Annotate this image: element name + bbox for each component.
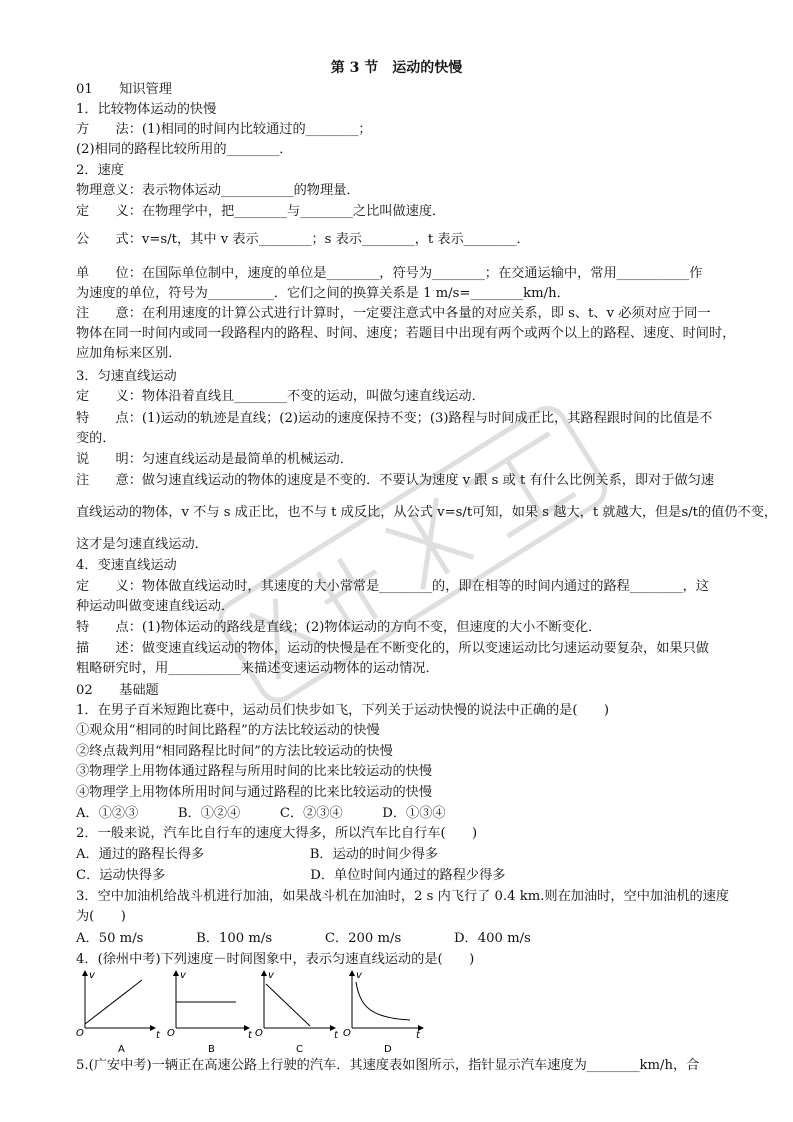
graph-b-xlabel: t [248, 1030, 252, 1041]
text-line: 3．空中加油机给战斗机进行加油，如果战斗机在加油时，2 s 内飞行了 0.4 km.则在加油时，空中加油机的速度 [76, 889, 730, 904]
graph-d-caption: D [384, 1044, 392, 1055]
text-line: 1．比较物体运动的快慢 [76, 102, 217, 117]
text-line: 为速度的单位，符号为__________．它们之间的换算关系是 1 m/s=________km/h． [76, 286, 570, 301]
text-line: 粗略研究时，用___________来描述变速运动物体的运动情况． [76, 661, 439, 676]
text-line: 1．在男子百米短跑比赛中，运动员们快步如飞，下列关于运动快慢的说法中正确的是( ) [76, 703, 609, 718]
text-line: ①观众用“相同的时间比路程”的方法比较运动的快慢 [76, 723, 380, 738]
text-line: 定 义：物体沿着直线且________不变的运动，叫做匀速直线运动． [76, 389, 485, 404]
page-title: 第 3 节 运动的快慢 [330, 60, 463, 76]
graph-a-xlabel: t [156, 1030, 160, 1041]
graph-b-ylabel: v [180, 970, 186, 981]
text-line: 为( ) [76, 909, 126, 924]
text-line: 4．变速直线运动 [76, 558, 177, 573]
text-line: 01 知识管理 [76, 82, 172, 97]
graph-d-ylabel: v [356, 970, 362, 981]
text-line: 方 法：(1)相同的时间内比较通过的________； [76, 122, 372, 137]
graph-c-xlabel: t [334, 1030, 338, 1041]
text-line: 变的． [76, 431, 116, 446]
text-line: A．①②③ B．①②④ C．②③④ D．①③④ [76, 806, 446, 821]
graph-c-ylabel: v [268, 970, 274, 981]
graph-a-caption: A [118, 1044, 125, 1055]
text-line: 公 式：v=s/t，其中 v 表示________；s 表示________，t 表示________． [76, 232, 530, 247]
text-line: 这才是匀速直线运动． [76, 537, 208, 552]
graph-c-caption: C [296, 1044, 303, 1055]
text-line: 定 义：在物理学中，把________与________之比叫做速度． [76, 204, 446, 219]
text-line: ②终点裁判用“相同路程比时间”的方法比较运动的快慢 [76, 744, 393, 759]
text-line: (2)相同的路程比较所用的________． [76, 142, 293, 157]
text-line: 说 明：匀速直线运动是最简单的机械运动． [76, 452, 353, 467]
text-line: 物理意义：表示物体运动___________的物理量． [76, 183, 360, 198]
text-line: 应加角标来区别． [76, 346, 182, 361]
graph-b-caption: B [208, 1044, 215, 1055]
text-line: ④物理学上用物体所用时间与通过路程的比来比较运动的快慢 [76, 785, 433, 800]
text-line: 种运动叫做变速直线运动． [76, 599, 235, 614]
text-line: 特 点：(1)运动的轨迹是直线；(2)运动的速度保持不变；(3)路程与时间成正比，其路程跟时间的比值是不 [76, 411, 713, 426]
graph-a-origin: O [76, 1028, 84, 1039]
graph-b-origin: O [167, 1028, 175, 1039]
graph-c-origin: O [255, 1028, 263, 1039]
text-line: 3．匀速直线运动 [76, 369, 177, 384]
graph-d-origin: O [343, 1028, 351, 1039]
text-line: 02 基础题 [76, 683, 159, 698]
text-line: C．运动快得多 D．单位时间内通过的路程少得多 [76, 868, 506, 883]
text-line: 5.(广安中考)一辆正在高速公路上行驶的汽车．其速度表如图所示，指针显示汽车速度为________km/h，合 [76, 1058, 700, 1073]
text-line: A．50 m/s B．100 m/s C．200 m/s D．400 m/s [76, 931, 531, 946]
text-line: 定 义：物体做直线运动时，其速度的大小常常是________的，即在相等的时间内通过的路程________，这 [76, 579, 709, 594]
graph-d-xlabel: t [416, 1030, 420, 1041]
text-line: 注 意：做匀速直线运动的物体的速度是不变的．不要认为速度 v 跟 s 或 t 有什么比例关系，即对于做匀速 [76, 473, 715, 488]
text-line: 2．速度 [76, 163, 124, 178]
text-line: 4．(徐州中考)下列速度－时间图象中，表示匀速直线运动的是( ) [76, 952, 475, 967]
text-line: 物体在同一时间内或同一段路程内的路程、时间、速度；若题目中出现有两个或两个以上的路程、速度、时间时， [76, 326, 736, 341]
text-line: A．通过的路程长得多 B．运动的时间少得多 [76, 847, 439, 862]
graph-options [70, 966, 430, 1056]
text-line: 描 述：做变速直线运动的物体，运动的快慢是在不断变化的，所以变速运动比匀速运动要复杂，如果只做 [76, 641, 709, 656]
text-line: 注 意：在利用速度的计算公式进行计算时，一定要注意式中各量的对应关系，即 s、t、v 必须对应于同一 [76, 306, 711, 321]
text-line: ③物理学上用物体通过路程与所用时间的比来比较运动的快慢 [76, 764, 433, 779]
text-line: 2．一般来说，汽车比自行车的速度大得多，所以汽车比自行车( ) [76, 826, 478, 841]
text-line: 直线运动的物体，v 不与 s 成正比，也不与 t 成反比，从公式 v=s/t可知，如果 s 越大，t 就越大，但是s/t的值仍不变， [76, 505, 778, 520]
graph-a-ylabel: v [89, 970, 95, 981]
text-line: 单 位：在国际单位制中，速度的单位是________，符号为________；在交通运输中，常用___________作 [76, 266, 703, 281]
text-line: 特 点：(1)物体运动的路线是直线；(2)物体运动的方向不变，但速度的大小不断变化． [76, 620, 602, 635]
